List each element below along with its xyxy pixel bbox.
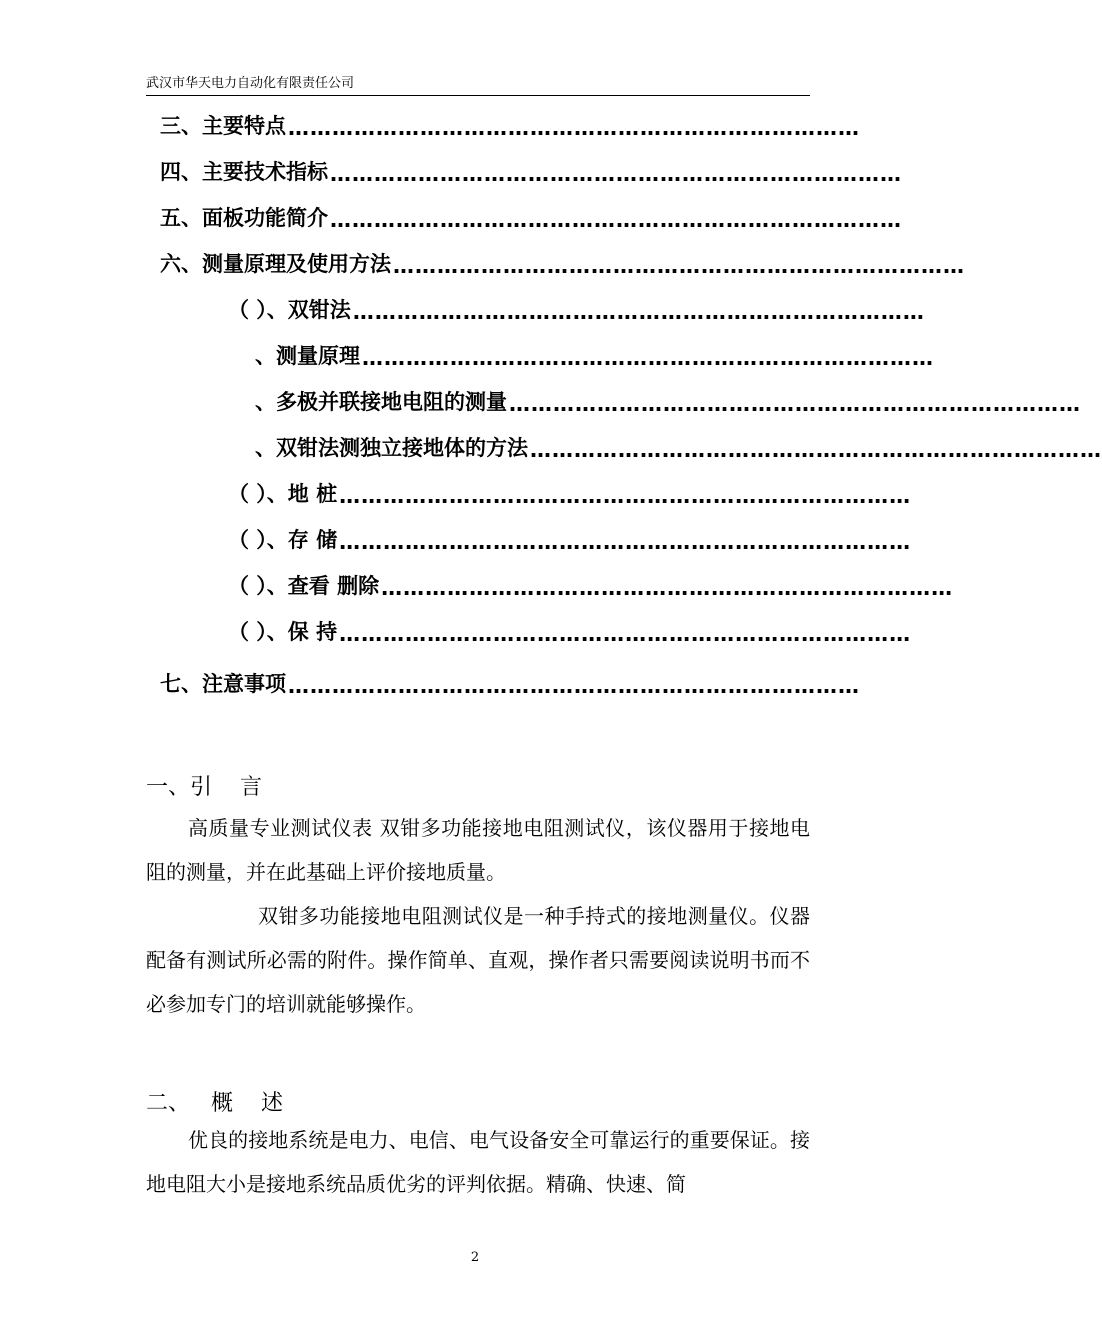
toc-item-label: （ ）、双钳法: [228, 298, 351, 322]
page-header: 武汉市华天电力自动化有限责任公司: [146, 76, 355, 91]
section-1-title: 一、引 言: [146, 775, 262, 800]
toc-item-notes[interactable]: [160, 666, 860, 698]
toc-leader: ……………………………………………………………………: [393, 254, 965, 278]
toc-item-label: （ ）、查看 删除: [228, 574, 380, 598]
toc-leader: ……………………………………………………………………: [330, 208, 902, 232]
toc-item-multi-pole[interactable]: [255, 384, 1081, 416]
toc-item-independent-body[interactable]: [255, 430, 1102, 462]
toc-item-features[interactable]: [160, 108, 860, 140]
toc-item-view-delete[interactable]: [228, 568, 954, 600]
toc-item-label: （ ）、保 持: [228, 620, 338, 644]
toc-item-storage[interactable]: [228, 522, 912, 554]
toc-item-hold[interactable]: [228, 614, 912, 646]
toc-item-label: 、双钳法测独立接地体的方法: [255, 436, 528, 460]
toc-item-label: 六、测量原理及使用方法: [160, 252, 391, 276]
page-number: 2: [470, 1250, 480, 1265]
toc-item-dual-clamp[interactable]: [228, 292, 925, 324]
toc-item-principle[interactable]: [160, 246, 965, 278]
toc-item-label: 三、主要特点: [160, 114, 286, 138]
toc-leader: ……………………………………………………………………: [330, 162, 902, 186]
section-2-title: 二、 概 述: [146, 1091, 283, 1116]
toc-item-panel[interactable]: [160, 200, 902, 232]
toc-item-label: 五、面板功能简介: [160, 206, 328, 230]
toc-item-specs[interactable]: [160, 154, 902, 186]
toc-leader: ……………………………………………………………………: [288, 674, 860, 698]
toc-item-label: （ ）、存 储: [228, 528, 338, 552]
section-2-body: [146, 1118, 810, 1206]
toc-leader: ……………………………………………………………………: [288, 116, 860, 140]
section-1-body: [146, 806, 810, 1026]
toc-leader: ……………………………………………………………………: [352, 300, 925, 324]
toc-leader: ……………………………………………………………………: [509, 392, 1081, 416]
toc-leader: ……………………………………………………………………: [362, 346, 934, 370]
section-2-paragraph-1: 优良的接地系统是电力、电信、电气设备安全可靠运行的重要保证。接地电阻大小是接地系统品质优劣的评判依据。精确、快速、简: [146, 1128, 810, 1196]
toc-leader: ……………………………………………………………………: [339, 530, 912, 554]
toc-item-label: 七、注意事项: [160, 672, 286, 696]
toc-leader: ……………………………………………………………………: [339, 622, 912, 646]
section-1-paragraph-2: 双钳多功能接地电阻测试仪是一种手持式的接地测量仪。仪器配备有测试所必需的附件。操作简单、直观，操作者只需要阅读说明书而不必参加专门的培训就能够操作。: [146, 904, 810, 1016]
toc-leader: ……………………………………………………………………: [339, 484, 912, 508]
toc-item-label: 四、主要技术指标: [160, 160, 328, 184]
toc-item-label: 、多极并联接地电阻的测量: [255, 390, 507, 414]
toc-item-label: 、测量原理: [255, 344, 360, 368]
toc-leader: ……………………………………………………………………: [530, 438, 1102, 462]
toc-item-ground-stake[interactable]: [228, 476, 912, 508]
toc-item-label: （ ）、地 桩: [228, 482, 338, 506]
toc-item-measure-principle[interactable]: [255, 338, 934, 370]
toc-leader: ……………………………………………………………………: [381, 576, 954, 600]
header-rule: [146, 95, 810, 96]
section-1-paragraph-1: 高质量专业测试仪表 双钳多功能接地电阻测试仪，该仪器用于接地电阻的测量，并在此基础上评价接地质量。: [146, 816, 810, 884]
